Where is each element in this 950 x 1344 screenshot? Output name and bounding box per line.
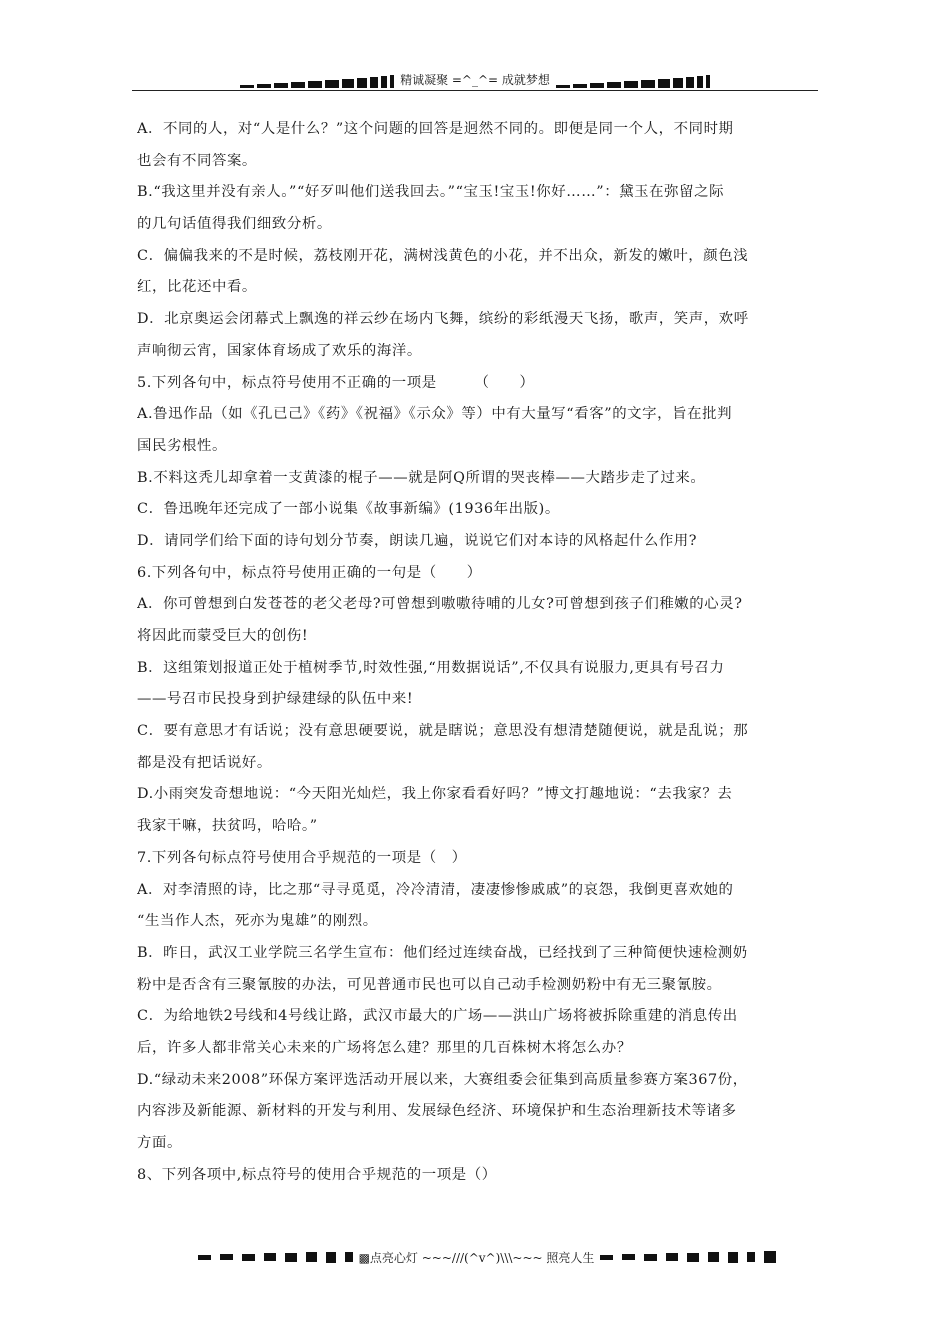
text-line: 都是没有把话说好。	[137, 754, 272, 771]
text-line: C．要有意思才有话说；没有意思硬要说，就是瞎说；意思没有想清楚随便说，就是乱说；那	[137, 723, 749, 740]
text-line: 也会有不同答案。	[137, 152, 257, 169]
text-line: 的几句话值得我们细致分析。	[137, 216, 332, 233]
text-line: A．对李清照的诗，比之那“寻寻觅觅，冷冷清清，凄凄惨惨戚戚”的哀怨，我倒更喜欢她的	[137, 881, 734, 898]
text-line: C．偏偏我来的不是时候，荔枝刚开花，满树浅黄色的小花，并不出众，新发的嫩叶，颜色浅	[137, 247, 749, 264]
text-line: ——号召市民投身到护绿建绿的队伍中来!	[137, 691, 414, 708]
text-line: 红，比花还中看。	[137, 279, 257, 296]
footer-decoration-left	[198, 1252, 353, 1263]
text-line: B.不料这秃儿却拿着一支黄漆的棍子——就是阿Q所谓的哭丧棒——大踏步走了过来。	[137, 469, 706, 486]
text-line: “生当作人杰，死亦为鬼雄”的刚烈。	[137, 913, 378, 930]
footer-text: ▩点亮心灯 ~~~///(^v^)\\\~~~ 照亮人生	[358, 1250, 595, 1265]
text-line: B.“我这里并没有亲人。”“好歹叫他们送我回去。”“宝玉!宝玉!你好……”：黛玉在弥留之际	[137, 184, 725, 201]
text-line: 将因此而蒙受巨大的创伤!	[137, 628, 309, 644]
page-header	[132, 68, 818, 91]
text-line: 我家干嘛，扶贫吗，哈哈。”	[137, 818, 318, 835]
header-decoration-right	[556, 75, 710, 90]
text-line: 国民劣根性。	[137, 437, 227, 454]
question-7-stem: 7.下列各句标点符号使用合乎规范的一项是（ ）	[137, 849, 467, 866]
header-text: 精诚凝聚 =^_^= 成就梦想	[400, 73, 550, 87]
text-line: D．北京奥运会闭幕式上飘逸的祥云纱在场内飞舞，缤纷的彩纸漫天飞扬，歌声，笑声，欢呼	[137, 311, 749, 328]
text-line: 后，许多人都非常关心未来的广场将怎么建？那里的几百株树木将怎么办？	[137, 1039, 632, 1056]
page-footer	[157, 1248, 817, 1266]
text-line: 方面。	[137, 1135, 182, 1151]
text-line: B．昨日，武汉工业学院三名学生宣布：他们经过连续奋战，已经找到了三种简便快速检测奶	[137, 944, 748, 961]
text-line: C．为给地铁2号线和4号线让路，武汉市最大的广场——洪山广场将被拆除重建的消息传出	[137, 1008, 738, 1025]
text-line: B．这组策划报道正处于植树季节,时效性强,“用数据说话”,不仅具有说服力,更具有号召力	[137, 659, 725, 676]
question-5-stem: 5.下列各句中，标点符号使用不正确的一项是 （ ）	[137, 374, 535, 391]
text-line: 粉中是否含有三聚氰胺的办法，可见普通市民也可以自己动手检测奶粉中有无三聚氰胺。	[137, 976, 722, 993]
footer-decoration-right	[600, 1251, 776, 1263]
text-line: 声响彻云宵，国家体育场成了欢乐的海洋。	[137, 342, 422, 359]
text-line: D.“绿动未来2008”环保方案评选活动开展以来，大赛组委会征集到高质量参赛方案367份，	[137, 1071, 748, 1088]
text-line: D.小雨突发奇想地说：“今天阳光灿烂，我上你家看看好吗？”博文打趣地说：“去我家？去	[137, 786, 733, 803]
text-line: A.鲁迅作品（如《孔已己》《药》《祝福》《示众》等）中有大量写“看客”的文字，旨在批判	[137, 406, 733, 423]
text-line: A．你可曾想到白发苍苍的老父老母?可曾想到嗷嗷待哺的儿女?可曾想到孩子们稚嫩的心灵?	[137, 596, 743, 613]
question-6-stem: 6.下列各句中，标点符号使用正确的一句是（ ）	[137, 564, 482, 581]
document-body	[137, 114, 817, 1191]
header-decoration-left	[240, 75, 394, 90]
text-line: D．请同学们给下面的诗句划分节奏，朗读几遍，说说它们对本诗的风格起什么作用?	[137, 532, 698, 549]
question-8-stem: 8、下列各项中,标点符号的使用合乎规范的一项是（）	[137, 1166, 497, 1183]
text-line: 内容涉及新能源、新材料的开发与利用、发展绿色经济、环境保护和生态治理新技术等诸多	[137, 1103, 737, 1120]
text-line: C．鲁迅晚年还完成了一部小说集《故事新编》(1936年出版)。	[137, 501, 560, 518]
text-line: A．不同的人，对“人是什么？”这个问题的回答是迥然不同的。即便是同一个人，不同时期	[137, 121, 734, 137]
